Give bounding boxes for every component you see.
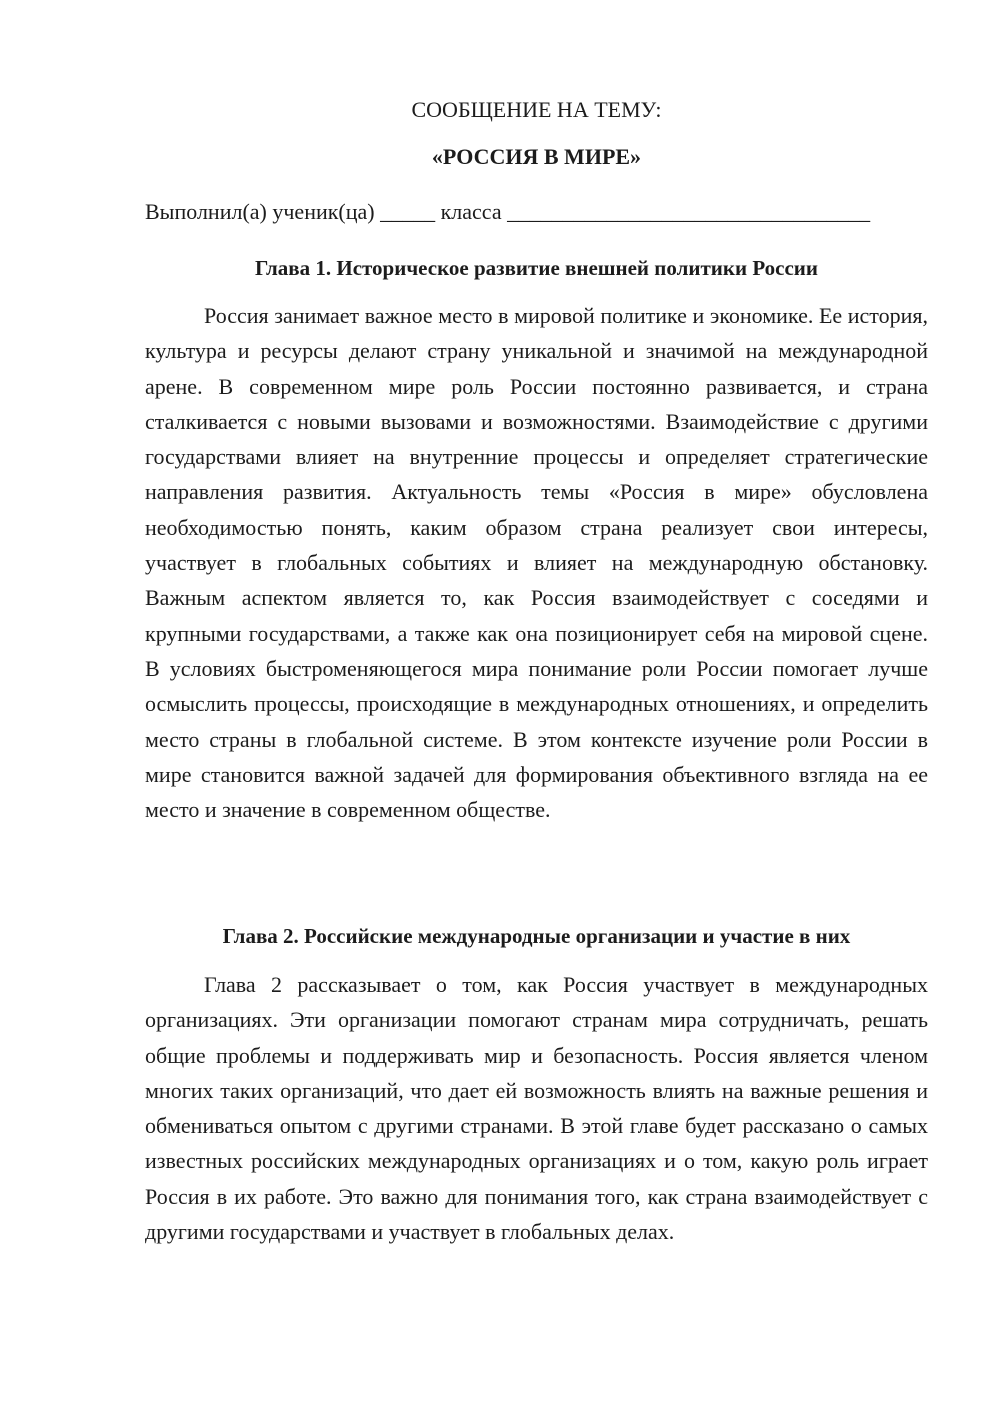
chapter-1-title: Глава 1. Историческое развитие внешней политики России (255, 256, 818, 280)
chapter-1-paragraph: Россия занимает важное место в мировой политике и экономике. Ее история, культура и ресурсы делают страну уникальной и значимой на международной арене. В современном мире роль России постоянно развивается, и страна сталкивается с новыми вызовами и возможностями. Взаимодействие с другими государствами влияет на внутренние процессы и определяет стратегические направления развития. Актуальность темы «Россия в мире» обусловлена необходимостью понять, каким образом страна реализует свои интересы, участвует в глобальных событиях и влияет на международную обстановку. Важным аспектом является то, как Россия взаимодействует с соседями и крупными государствами, а также как она позиционирует себя на мировой сцене. В условиях быстроменяющегося мира понимание роли России помогает лучше осмыслить процессы, происходящие в международных отношениях, и определить место страны в глобальной системе. В этом контексте изучение роли России в мире становится важной задачей для формирования объективного взгляда на ее место и значение в современном обществе. (145, 303, 928, 823)
chapter-2-title: Глава 2. Российские международные организации и участие в них (222, 924, 851, 948)
chapter-2-paragraph: Глава 2 рассказывает о том, как Россия участвует в международных организациях. Эти организации помогают странам мира сотрудничать, решать общие проблемы и поддерживать мир и безопасность. Россия является членом многих таких организаций, что дает ей возможность влиять на важные решения и обмениваться опытом с другими странами. В этой главе будет рассказано о самых известных российских международных организациях и о том, какую роль играет Россия в их работе. Это важно для понимания того, как страна взаимодействует с другими государствами и участвует в глобальных делах. (145, 972, 928, 1245)
document-heading: СООБЩЕНИЕ НА ТЕМУ: (411, 97, 662, 122)
author-line: Выполнил(а) ученик(ца) _____ класса _________________________________ (145, 199, 871, 224)
document-title: «РОССИЯ В МИРЕ» (431, 144, 642, 169)
